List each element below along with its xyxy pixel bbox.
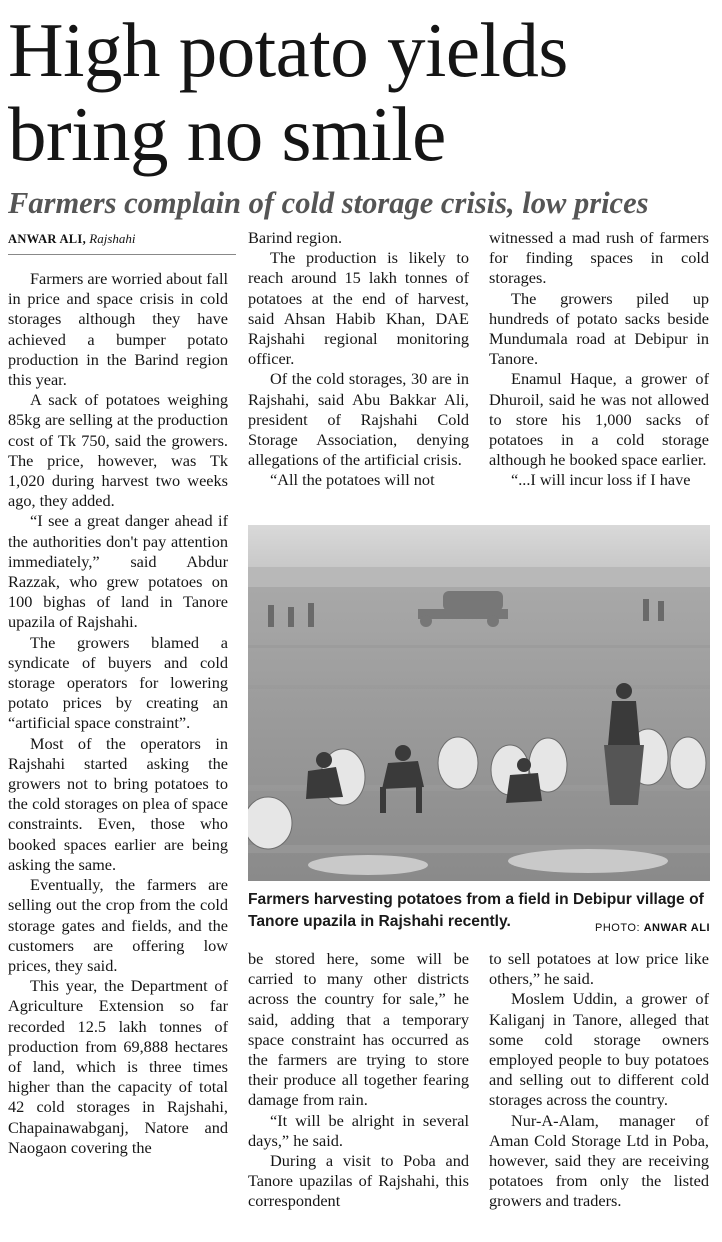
paragraph: “It will be alright in several days,” he said. (248, 1110, 469, 1150)
article-column-3-bottom (489, 949, 709, 1212)
paragraph: to sell potatoes at low price like others,” he said. (489, 949, 709, 989)
byline-location: Rajshahi (89, 231, 136, 246)
headline (8, 8, 718, 176)
byline-divider (8, 254, 236, 255)
paragraph: A sack of potatoes weighing 85kg are selling at the production cost of Tk 750, said the growers. The price, however, was Tk 1,020 during harvest two weeks ago, they added. (8, 390, 228, 511)
article-column-2-top (248, 228, 469, 491)
paragraph: “...I will incur loss if I have (511, 470, 691, 490)
article-column-1 (8, 269, 228, 1158)
paragraph: The growers piled up hundreds of potato sacks beside Mundumala road at Debipur in Tanore. (489, 288, 709, 369)
paragraph: be stored here, some will be carried to many other districts across the country for sale,” he said, adding that a temporary space constraint has occurred as the farmers are trying to store their produce all together fearing damage from rain. (248, 949, 469, 1110)
paragraph: Barind region. (248, 228, 343, 247)
paragraph: This year, the Department of Agriculture Extension so far recorded 12.5 lakh tonnes of production from 69,888 hectares of land, which is three times higher than the capacity of total 42 cold storages in Rajshahi, Chapainawabganj, Natore and Naogaon covering the (8, 976, 228, 1157)
paragraph: Most of the operators in Rajshahi started asking the growers not to bring potatoes to the cold storages on plea of space constraints. Even, those who booked spaces earlier are being asking the same. (8, 733, 228, 874)
paragraph: witnessed a mad rush of farmers for finding spaces in cold storages. (489, 228, 709, 288)
potato-field-illustration (248, 525, 710, 881)
article-column-3-top (489, 228, 709, 491)
paragraph: Farmers are worried about fall in price and space crisis in cold storages although they have achieved a bumper potato production in the Barind region this year. (8, 269, 229, 390)
paragraph: During a visit to Poba and Tanore upazilas of Rajshahi, this correspondent (248, 1151, 469, 1211)
paragraph: “I see a great danger ahead if the authorities don't pay attention immediately,” said Abdur Razzak, who grew potatoes on 100 bighas of land in Tanore upazila of Rajshahi. (8, 511, 228, 632)
subheadline: Farmers complain of cold storage crisis, low prices (8, 186, 649, 220)
photo-caption: Farmers harvesting potatoes from a field in Debipur village of Tanore upazila in Rajshahi recently. (248, 891, 704, 930)
headline-line-2: bring no smile (8, 91, 446, 177)
paragraph: Moslem Uddin, a grower of Kaliganj in Tanore, alleged that some cold storage owners employed people to buy potatoes and selling out to different cold storages across the country. (489, 989, 709, 1110)
byline-author: ANWAR ALI, (8, 232, 87, 246)
paragraph: The growers blamed a syndicate of buyers and cold storage operators for lowering potato prices by creating an “artificial space constraint”. (8, 632, 228, 733)
headline-line-1: High potato yields (8, 7, 568, 93)
photo-credit-name: ANWAR ALI (643, 922, 710, 934)
photo-credit (595, 922, 710, 934)
news-photo (248, 525, 710, 881)
byline (8, 230, 238, 248)
paragraph: Enamul Haque, a grower of Dhuroil, said he was not allowed to store his 1,000 sacks of potatoes in a cold storage although he booked space earlier. (489, 369, 709, 470)
paragraph: Of the cold storages, 30 are in Rajshahi, said Abu Bakkar Ali, president of Rajshahi Cold Storage Association, denying allegations of the artificial crisis. (248, 369, 469, 470)
paragraph: Eventually, the farmers are selling out the crop from the cold storage gates and fields, and the customers are offering low prices, they said. (8, 875, 228, 975)
article-column-2-bottom (248, 949, 469, 1212)
photo-credit-label: PHOTO: (595, 922, 641, 934)
paragraph: Nur-A-Alam, manager of Aman Cold Storage Ltd in Poba, however, said they are receiving potatoes from only the listed growers and traders. (489, 1110, 709, 1211)
paragraph: “All the potatoes will not (270, 470, 435, 490)
paragraph: The production is likely to reach around 15 lakh tonnes of potatoes at the end of harvest, said Ahsan Habib Khan, DAE Rajshahi regional monitoring officer. (248, 248, 469, 369)
